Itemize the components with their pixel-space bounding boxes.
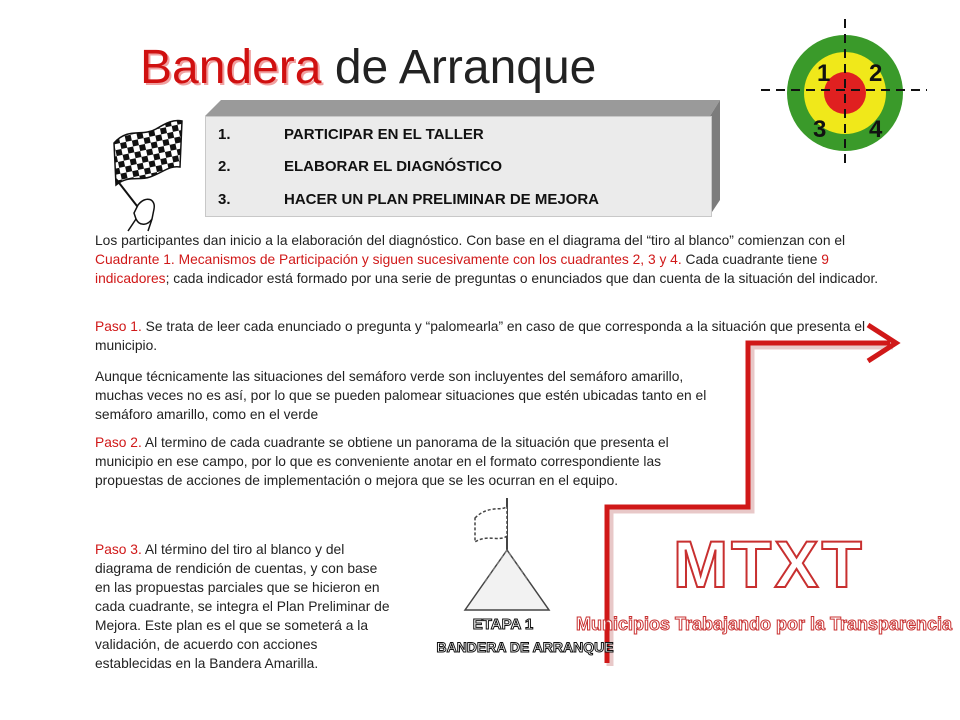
mtxt-logo (575, 525, 953, 665)
etapa-subtitle: BANDERA DE ARRANQUE (436, 639, 614, 655)
paso-2-paragraph (95, 433, 695, 490)
paso-1-text: Se trata de leer cada enunciado o pregunta y “palomearla” en caso de que corresponda a la situación que presenta el municipio. (95, 319, 866, 353)
paso-2-text: Al termino de cada cuadrante se obtiene un panorama de la situación que presenta el municipio en ese campo, por lo que es conveniente anotar en el formato correspondiente las propuestas de acciones de implementación o mejora que se les ocurran en el equipo. (95, 435, 669, 488)
quadrant-3-label: 3 (813, 116, 827, 143)
title-rest: de Arranque (321, 41, 597, 94)
quadrant-1-label: 1 (817, 60, 831, 87)
paso-1-paragraph (95, 317, 885, 355)
step-label: HACER UN PLAN PRELIMINAR DE MEJORA (284, 191, 600, 208)
intro-text-3: ; cada indicador está formado por una serie de preguntas o enunciados que dan cuenta de la situación del indicador. (165, 271, 879, 286)
paso-3-label: Paso 3. (95, 542, 142, 557)
quadrant-4-label: 4 (869, 116, 883, 143)
paso-2-label: Paso 2. (95, 435, 142, 450)
paso-3-text: Al término del tiro al blanco y del diagrama de rendición de cuentas, y con base en las propuestas parciales que se hicieron en cada cuadrante, se integra el Plan Preliminar de Mejora. Este plan es el que se someterá a la validación, de acuerdo con acciones establecidas en la Bandera Amarilla. (95, 542, 390, 671)
title-highlight: Bandera (140, 41, 322, 94)
intro-text-1: Los participantes dan inicio a la elaboración del diagnóstico. Con base en el diagrama del “tiro al blanco” comienzan con el (95, 233, 846, 248)
step-number: 1. (218, 126, 231, 143)
etapa-label: ETAPA 1 (472, 616, 534, 633)
mtxt-wordmark: MTXT (673, 527, 865, 601)
paso-3-paragraph (95, 540, 395, 673)
intro-text-indicators: 9 indicadores (95, 252, 829, 286)
intro-paragraph (95, 231, 895, 288)
paso-1-label: Paso 1. (95, 319, 142, 334)
semaforo-note (95, 367, 735, 424)
etapa-logo (436, 490, 614, 660)
intro-text-quadrant: Cuadrante 1. Mecanismos de Participación y siguen sucesivamente con los cuadrantes 2, 3 y 4. (95, 252, 682, 267)
step-number: 2. (218, 158, 231, 175)
mtxt-subtitle: Municipios Trabajando por la Transparencia (575, 614, 953, 634)
step-number: 3. (218, 191, 231, 208)
semaforo-note-text: Aunque técnicamente las situaciones del semáforo verde son incluyentes del semáforo amarillo, muchas veces no es así, por lo que se pueden palomear situaciones que estén ubicadas tanto en el semáforo amarillo, como en el verde (95, 369, 707, 422)
step-label: PARTICIPAR EN EL TALLER (284, 126, 484, 143)
quadrant-2-label: 2 (869, 60, 883, 87)
intro-text-2: Cada cuadrante tiene (681, 252, 822, 267)
step-label: ELABORAR EL DIAGNÓSTICO (284, 158, 503, 175)
